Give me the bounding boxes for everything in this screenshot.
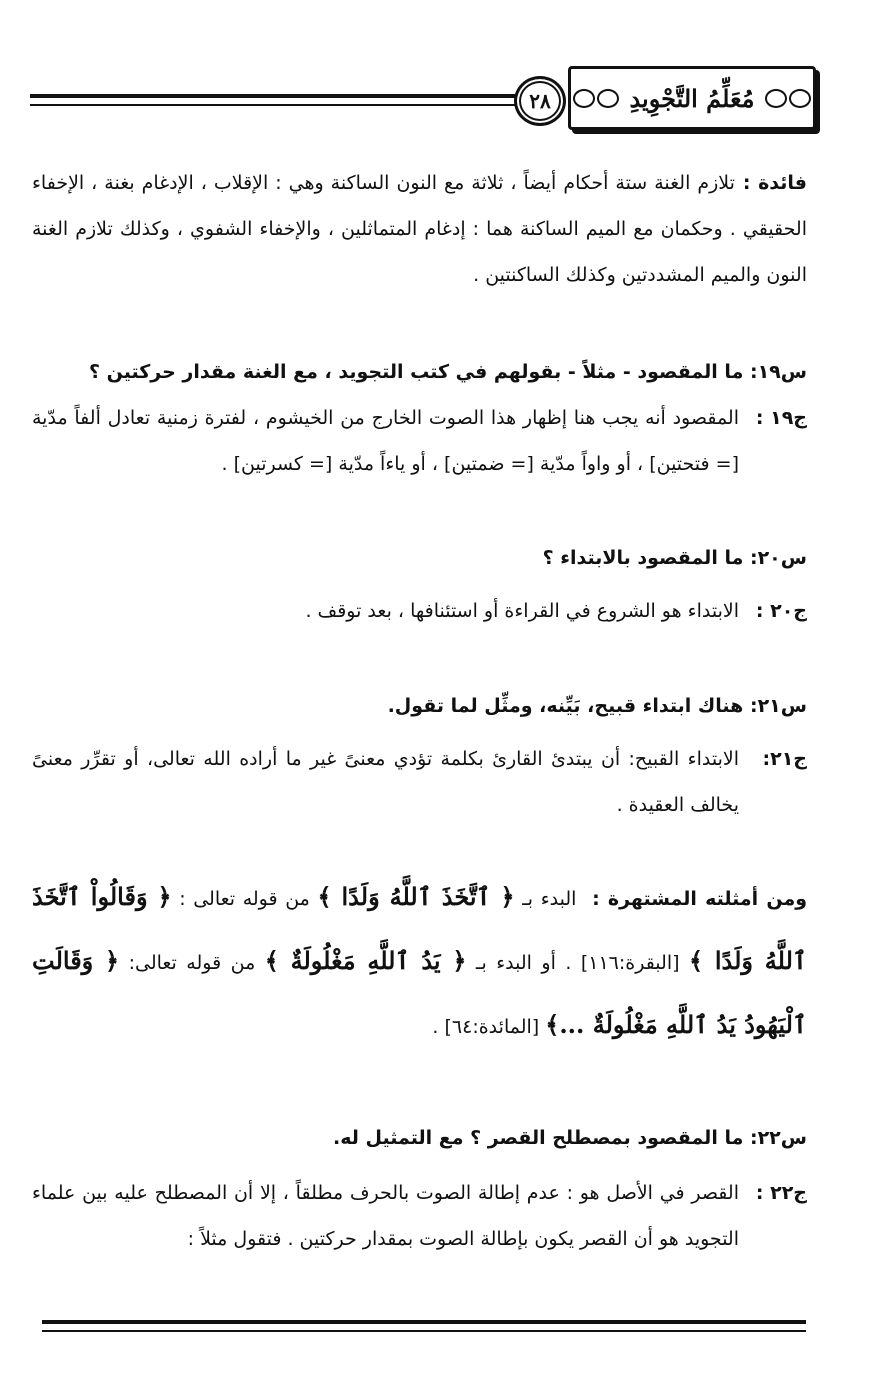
answer-text: الابتداء هو الشروع في القراءة أو استئنافها ، بعد توقف . (305, 600, 739, 622)
answer-text: المقصود أنه يجب هنا إظهار هذا الصوت الخارج من الخيشوم ، لفترة زمنية تعادل ألفاً مدّية [= فتحتين] ، أو واواً مدّية [= ضمتين] ، أو ياءاً مدّية [= كسرتين] . (32, 407, 739, 475)
examples-text-5: [المائدة:٦٤] . (432, 1016, 540, 1038)
quran-verse-3: ﴿ يَدُ ٱللَّهِ مَغْلُولَةٌ ﴾ (264, 946, 467, 975)
question-label: س١٩: (749, 361, 807, 383)
header-rule-thin (30, 104, 518, 106)
answer-label: ج٢١: (762, 748, 807, 770)
double-ring-ornament-icon (765, 89, 811, 108)
question-22 (32, 1118, 807, 1158)
footer-rule-thin (42, 1330, 806, 1332)
book-title: مُعَلِّمُ التَّجْوِيدِ (629, 83, 755, 113)
book-title-box (568, 66, 816, 130)
examples-label: ومن أمثلته المشتهرة : (592, 888, 808, 910)
fayda-note (32, 160, 807, 298)
question-label: س٢٠: (749, 547, 807, 569)
answer-20 (32, 588, 807, 634)
examples-text-4: من قوله تعالى: (128, 952, 256, 974)
question-21 (32, 686, 807, 726)
answer-text: القصر في الأصل هو : عدم إطالة الصوت بالحرف مطلقاً ، إلا أن المصطلح عليه بين علماء التجويد هو أن القصر يكون بإطالة الصوت بمقدار حركتين . فتقول مثلاً : (32, 1182, 739, 1250)
footer-rule-thick (42, 1320, 806, 1324)
page-number: ٢٨ (514, 76, 566, 126)
quran-verse-1: ﴿ ٱتَّخَذَ ٱللَّهُ وَلَدًا ﴾ (317, 882, 515, 911)
examples-text-3: [البقرة:١١٦] . أو البدء بـ (475, 952, 680, 974)
examples-text-2: من قوله تعالى : (179, 888, 310, 910)
answer-19 (32, 395, 807, 487)
fayda-label: فائدة : (742, 172, 807, 194)
question-label: س٢٢: (749, 1127, 807, 1149)
question-text: ما المقصود - مثلاً - بقولهم في كتب التجويد ، مع الغنة مقدار حركتين ؟ (89, 361, 744, 383)
fayda-text: تلازم الغنة ستة أحكام أيضاً ، ثلاثة مع النون الساكنة وهي : الإقلاب ، الإدغام بغنة ، الإخفاء الحقيقي . وحكمان مع الميم الساكنة هما : إدغام المتماثلين ، والإخفاء الشفوي ، وكذلك تلازم الغنة النون والميم المشددتين وكذلك الساكنتين . (32, 172, 807, 286)
page-header (30, 66, 810, 132)
answer-text: الابتداء القبيح: أن يبتدئ القارئ بكلمة تؤدي معنىً غير ما أراده الله تعالى، أو تقرِّر معنىً يخالف العقيدة . (32, 748, 739, 816)
question-text: ما المقصود بمصطلح القصر ؟ مع التمثيل له. (333, 1127, 744, 1149)
question-20 (32, 538, 807, 578)
question-text: ما المقصود بالابتداء ؟ (542, 547, 744, 569)
question-label: س٢١: (749, 695, 807, 717)
quran-verse-4: ﴿ وَقَالَتِ ٱلْيَهُودُ يَدُ ٱللَّهِ مَغْلُولَةٌ ...﴾ (32, 946, 807, 1039)
answer-21 (32, 736, 807, 828)
examples-paragraph (32, 866, 807, 1058)
answer-label: ج٢٢ : (755, 1182, 807, 1204)
examples-text-1: البدء بـ (522, 888, 577, 910)
double-ring-ornament-icon (573, 89, 619, 108)
answer-22 (32, 1170, 807, 1262)
question-text: هناك ابتداء قبيح، بَيِّنه، ومثِّل لما تقول. (387, 695, 744, 717)
answer-label: ج١٩ : (755, 407, 807, 429)
answer-label: ج٢٠ : (755, 600, 807, 622)
question-19 (32, 352, 807, 392)
header-rule-thick (30, 94, 518, 98)
quran-verse-2: ﴿ وَقَالُواْ ٱتَّخَذَ ٱللَّهُ وَلَدًا ﴾ (32, 882, 807, 975)
